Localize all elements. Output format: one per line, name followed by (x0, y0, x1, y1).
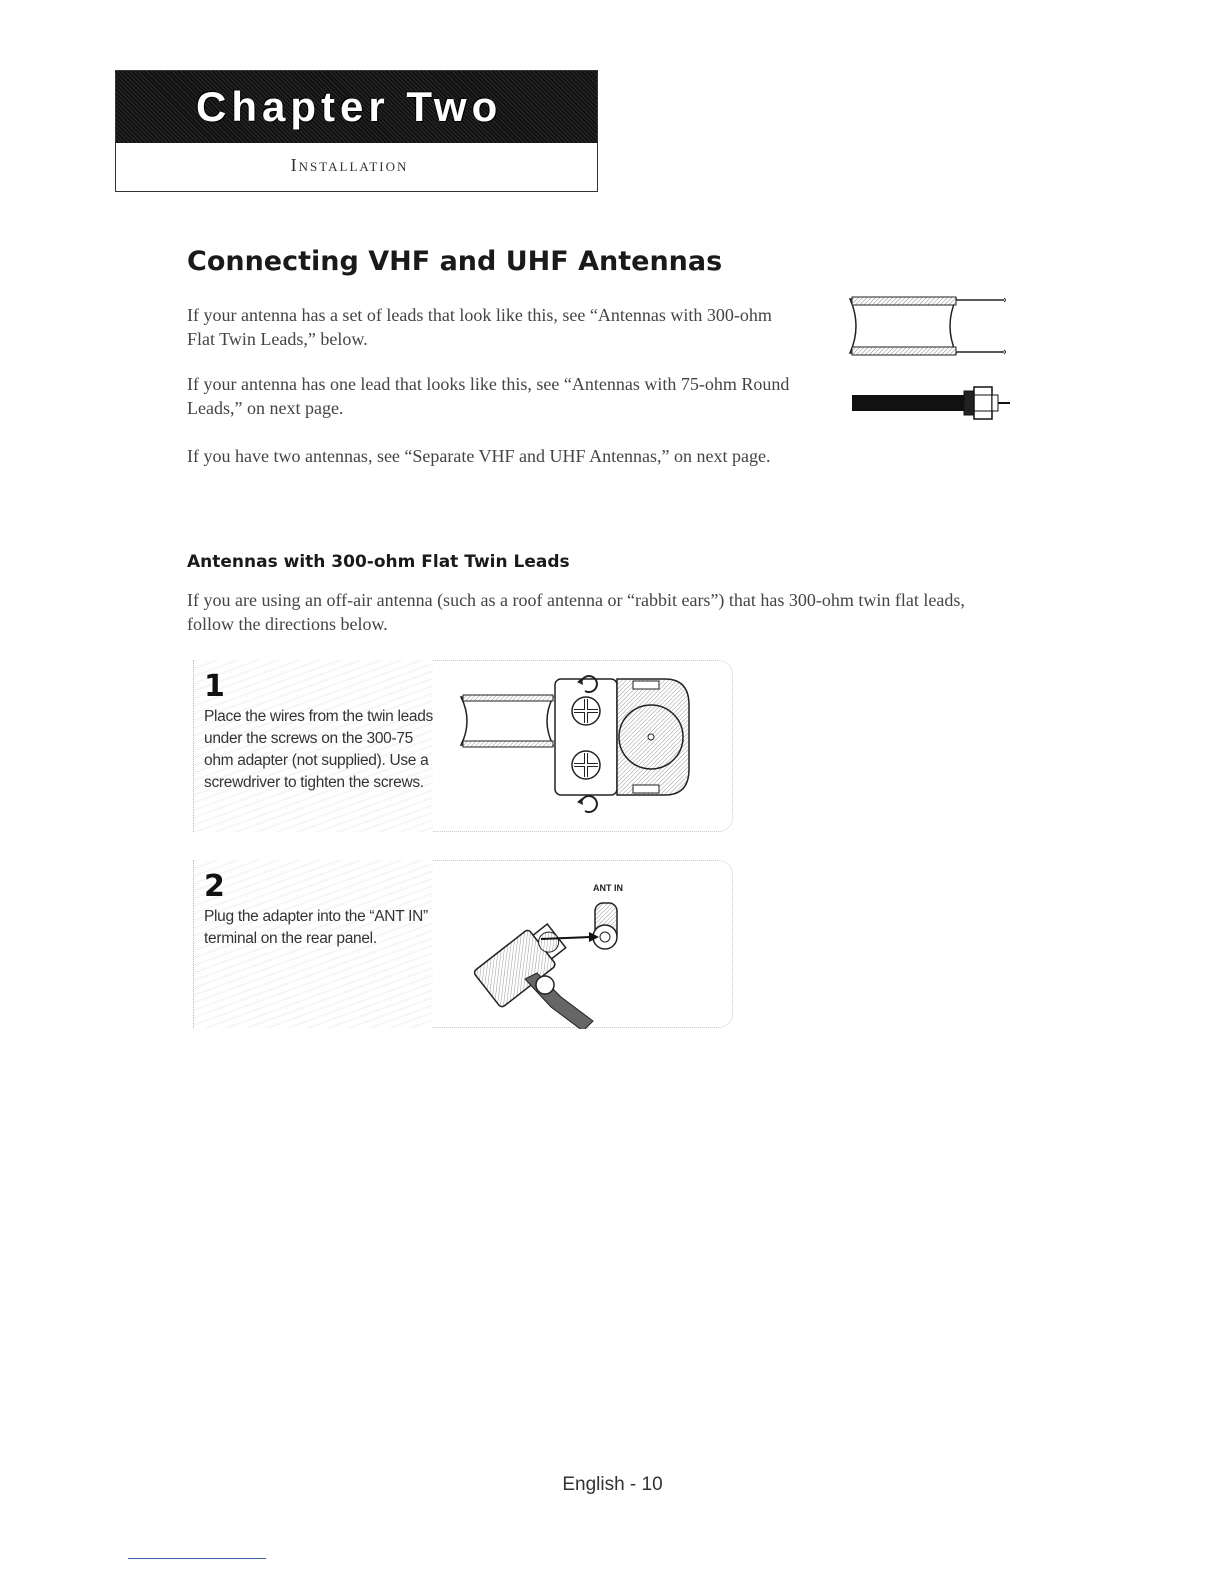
intro-paragraph-two-antennas: If you have two antennas, see “Separate VHF and UHF Antennas,” on next page. (187, 446, 771, 466)
chapter-band (116, 71, 597, 143)
intro-paragraph-round-lead: If your antenna has one lead that looks like this, see “Antennas with 75-ohm Round Leads,” on next page. (187, 374, 790, 418)
ant-in-label: ANT IN (593, 883, 623, 893)
step-1-figure (433, 660, 733, 832)
chapter-header (115, 70, 598, 192)
section-title: Connecting VHF and UHF Antennas (187, 246, 723, 277)
step-2-number: 2 (204, 869, 225, 904)
subsection-title: Antennas with 300-ohm Flat Twin Leads (187, 552, 570, 572)
step-2-figure (433, 860, 733, 1028)
step-2-text-panel (193, 860, 433, 1028)
page-number: English - 10 (562, 1474, 663, 1495)
intro-paragraph-flat-leads: If your antenna has a set of leads that look like this, see “Antennas with 300-ohm Flat Twin Leads,” below. (187, 305, 772, 349)
step-1-text-panel (193, 660, 433, 832)
round-coax-lead-icon (852, 383, 1012, 423)
adapter-plug-illustration (433, 861, 733, 1029)
step-1-number: 1 (204, 669, 225, 704)
step-2-description: Plug the adapter into the “ANT IN” terminal on the rear panel. (204, 908, 428, 947)
bottom-rule (128, 1558, 266, 1559)
adapter-screws-illustration (433, 661, 733, 833)
chapter-subtitle: Installation (290, 155, 409, 175)
subsection-intro: If you are using an off-air antenna (such as a roof antenna or “rabbit ears”) that has 300-ohm twin flat leads, follow the directions below. (187, 590, 965, 634)
flat-twin-lead-icon (848, 295, 1008, 357)
chapter-title: Chapter Two (196, 83, 503, 130)
step-1-description: Place the wires from the twin leads under the screws on the 300-75 ohm adapter (not supplied). Use a screwdriver to tighten the screws. (204, 708, 433, 791)
